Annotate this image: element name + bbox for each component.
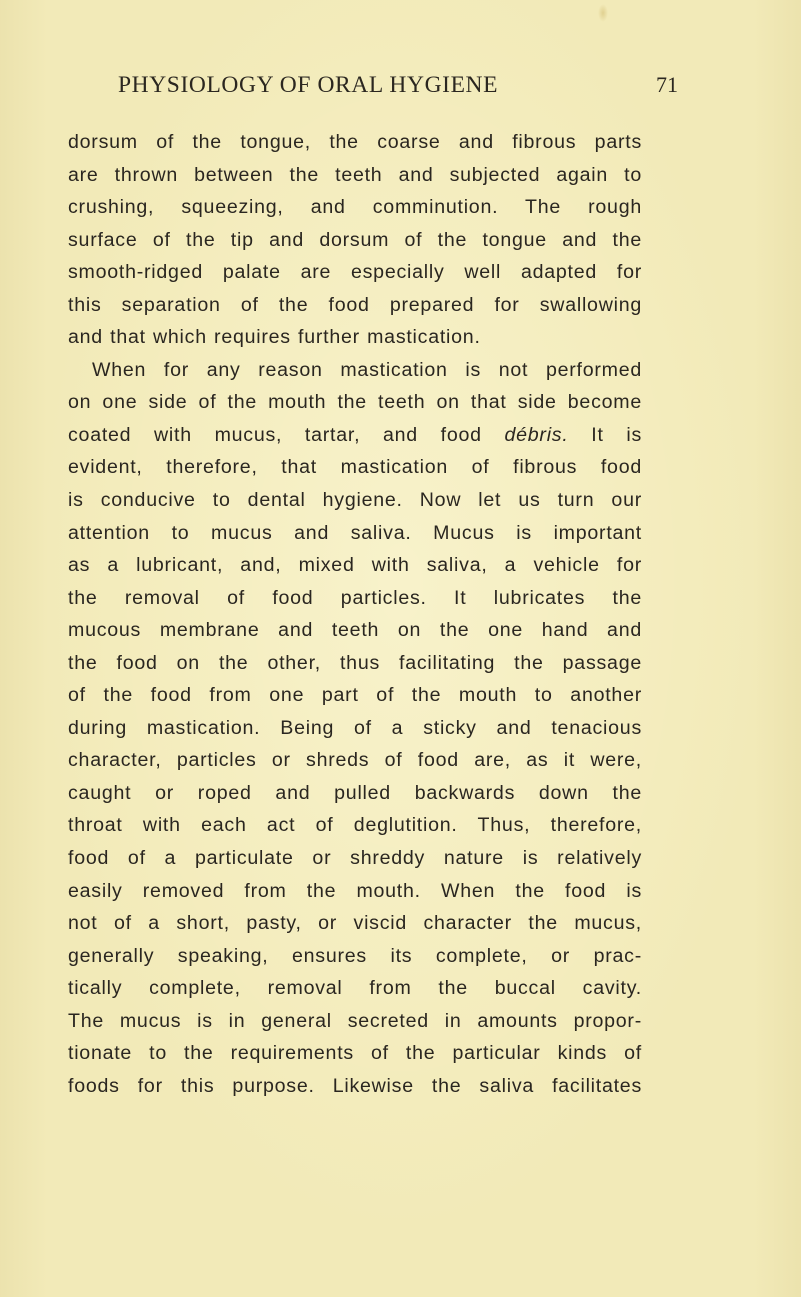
text-line: throat with each act of deglutition. Thus, therefore,: [68, 814, 642, 837]
text-line: generally speaking, ensures its complete, or prac-: [68, 944, 642, 967]
text-line: as a lubricant, and, mixed with saliva, a vehicle for: [68, 554, 642, 577]
text-line: during mastication. Being of a sticky and tenacious: [68, 716, 642, 739]
text-line: are thrown between the teeth and subjected again to: [68, 163, 642, 186]
text-segment: coated with mucus, tartar, and food: [68, 423, 482, 446]
text-line: attention to mucus and saliva. Mucus is important: [68, 521, 642, 544]
body-text: [68, 126, 642, 1102]
text-line: surface of the tip and dorsum of the tongue and the: [68, 228, 642, 251]
text-line: this separation of the food prepared for swallowing: [68, 293, 642, 316]
page-number: 71: [656, 72, 678, 97]
text-line: the removal of food particles. It lubricates the: [68, 586, 642, 609]
italic-word: débris.: [504, 423, 569, 446]
text-line: tically complete, removal from the buccal cavity.: [68, 977, 642, 1000]
text-line: not of a short, pasty, or viscid character the mucus,: [68, 912, 642, 935]
text-line: food of a particulate or shreddy nature is relatively: [68, 847, 642, 870]
running-title: PHYSIOLOGY OF ORAL HYGIENE: [118, 72, 499, 98]
text-line: of the food from one part of the mouth to another: [68, 684, 642, 707]
text-line: smooth-ridged palate are especially well adapted for: [68, 261, 642, 284]
text-line: foods for this purpose. Likewise the saliva facilitates: [68, 1074, 642, 1097]
running-header: [118, 72, 678, 112]
text-line: tionate to the requirements of the particular kinds of: [68, 1042, 642, 1065]
text-line: caught or roped and pulled backwards down the: [68, 781, 642, 804]
text-line: easily removed from the mouth. When the food is: [68, 879, 642, 902]
text-line: dorsum of the tongue, the coarse and fibrous parts: [68, 131, 642, 153]
paragraph-start-line: When for any reason mastication is not performed: [92, 358, 642, 381]
text-line-with-italic: [68, 419, 642, 452]
text-segment: It is: [591, 423, 642, 446]
text-line: is conducive to dental hygiene. Now let us turn our: [68, 489, 642, 512]
text-line: mucous membrane and teeth on the one hand and: [68, 619, 642, 642]
text-line: on one side of the mouth the teeth on that side become: [68, 391, 642, 414]
paragraph-end-line: and that which requires further mastication.: [68, 326, 481, 349]
text-line: character, particles or shreds of food are, as it were,: [68, 749, 642, 772]
paper-smudge: [598, 4, 608, 22]
text-line: the food on the other, thus facilitating the passage: [68, 651, 642, 674]
text-line: crushing, squeezing, and comminution. The rough: [68, 196, 642, 219]
text-line: The mucus is in general secreted in amounts propor-: [68, 1009, 642, 1032]
text-line: evident, therefore, that mastication of fibrous food: [68, 456, 642, 479]
